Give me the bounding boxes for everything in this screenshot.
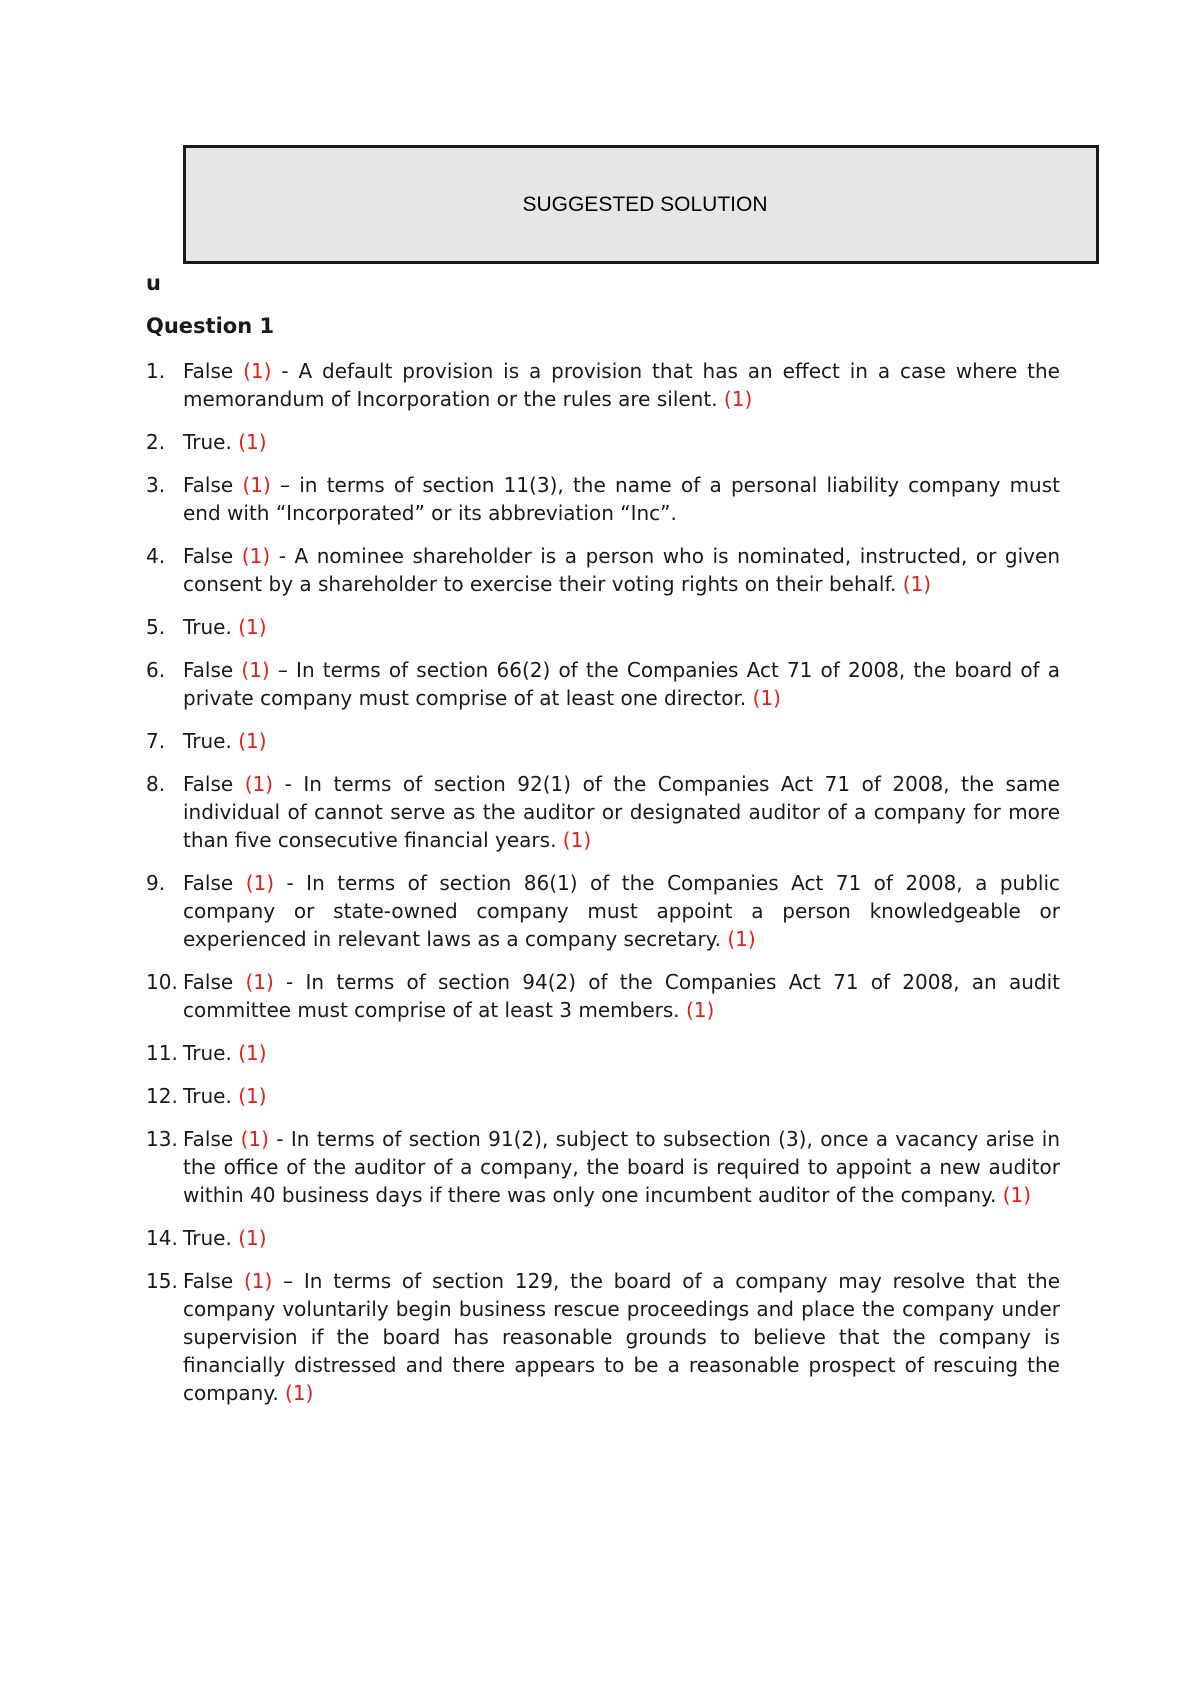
item-text — [183, 542, 1060, 598]
item-verdict: False — [183, 772, 234, 796]
list-item — [146, 727, 1060, 755]
item-text — [183, 656, 1060, 712]
item-verdict: False — [183, 970, 234, 994]
item-explanation: - In terms of section 86(1) of the Companies Act 71 of 2008, a public company or state-owned company must appoint a person knowledgeable or experienced in relevant laws as a company secretary. — [183, 871, 1061, 951]
item-text — [183, 770, 1060, 854]
list-item — [146, 613, 1060, 641]
item-verdict: False — [183, 658, 234, 682]
mark-allocation: (1) — [238, 615, 267, 639]
item-number: 1. — [146, 359, 166, 383]
title-box — [183, 145, 1099, 264]
item-verdict: False — [183, 544, 234, 568]
mark-allocation: (1) — [245, 970, 274, 994]
item-text — [183, 968, 1060, 1024]
mark-allocation: (1) — [241, 544, 271, 568]
item-verdict: True. — [183, 1226, 232, 1250]
item-number: 7. — [146, 729, 166, 753]
item-number: 5. — [146, 615, 166, 639]
item-number: 12. — [146, 1084, 178, 1108]
item-text — [183, 471, 1060, 527]
item-text — [183, 869, 1060, 953]
end-mark-allocation: (1) — [902, 572, 932, 596]
item-number: 2. — [146, 430, 166, 454]
answer-list — [146, 357, 1060, 1422]
list-item — [146, 357, 1060, 413]
item-number: 6. — [146, 658, 166, 682]
item-explanation: – In terms of section 66(2) of the Companies Act 71 of 2008, the board of a private company must comprise of at least one director. — [183, 658, 1061, 710]
item-explanation: - In terms of section 91(2), subject to subsection (3), once a vacancy arise in the office of the auditor of a company, the board is required to appoint a new auditor within 40 business days if there was only one incumbent auditor of the company. — [183, 1127, 1060, 1207]
list-item — [146, 471, 1060, 527]
item-explanation: - A default provision is a provision that has an effect in a case where the memorandum of Incorporation or the rules are silent. — [183, 359, 1060, 411]
list-item — [146, 1224, 1060, 1252]
mark-allocation: (1) — [241, 658, 270, 682]
item-number: 8. — [146, 772, 166, 796]
end-mark-allocation: (1) — [752, 686, 781, 710]
item-text — [183, 428, 1060, 456]
list-item — [146, 656, 1060, 712]
mark-allocation: (1) — [242, 473, 271, 497]
item-verdict: True. — [183, 729, 232, 753]
item-explanation: – In terms of section 129, the board of a company may resolve that the company voluntarily begin business rescue proceedings and place the company under supervision if the board has reasonable grounds to believe that the company is financially distressed and there appears to be a reasonable prospect of rescuing the company. — [183, 1269, 1061, 1405]
item-number: 9. — [146, 871, 166, 895]
item-number: 4. — [146, 544, 166, 568]
end-mark-allocation: (1) — [686, 998, 715, 1022]
item-text — [183, 1082, 1060, 1110]
item-verdict: True. — [183, 1041, 232, 1065]
item-number: 3. — [146, 473, 166, 497]
list-item — [146, 1125, 1060, 1209]
list-item — [146, 1082, 1060, 1110]
end-mark-allocation: (1) — [562, 828, 592, 852]
end-mark-allocation: (1) — [727, 927, 756, 951]
mark-allocation: (1) — [238, 1041, 267, 1065]
end-mark-allocation: (1) — [285, 1381, 314, 1405]
list-item — [146, 428, 1060, 456]
item-verdict: True. — [183, 430, 232, 454]
item-text — [183, 1039, 1060, 1067]
item-verdict: False — [183, 359, 234, 383]
item-explanation: - A nominee shareholder is a person who is nominated, instructed, or given consent by a shareholder to exercise their voting rights on their behalf. — [183, 544, 1060, 596]
item-verdict: False — [183, 1269, 234, 1293]
mark-allocation: (1) — [238, 1226, 267, 1250]
item-verdict: False — [183, 871, 234, 895]
list-item — [146, 1267, 1060, 1407]
item-text — [183, 1224, 1060, 1252]
mark-allocation: (1) — [240, 1127, 269, 1151]
mark-allocation: (1) — [245, 871, 275, 895]
item-verdict: True. — [183, 615, 232, 639]
item-verdict: False — [183, 473, 234, 497]
item-number: 15. — [146, 1269, 178, 1293]
item-explanation: - In terms of section 92(1) of the Companies Act 71 of 2008, the same individual of cannot serve as the auditor or designated auditor of a company for more than five consecutive financial years. — [183, 772, 1060, 852]
list-item — [146, 542, 1060, 598]
item-number: 13. — [146, 1127, 178, 1151]
item-verdict: True. — [183, 1084, 232, 1108]
page-title: SUGGESTED SOLUTION — [522, 192, 768, 216]
item-text — [183, 1267, 1060, 1407]
mark-allocation: (1) — [238, 729, 267, 753]
list-item — [146, 869, 1060, 953]
list-item — [146, 968, 1060, 1024]
mark-allocation: (1) — [238, 430, 267, 454]
item-verdict: False — [183, 1127, 234, 1151]
item-explanation: - In terms of section 94(2) of the Companies Act 71 of 2008, an audit committee must comprise of at least 3 members. — [183, 970, 1060, 1022]
list-item — [146, 770, 1060, 854]
item-text — [183, 1125, 1060, 1209]
item-number: 11. — [146, 1041, 178, 1065]
item-text — [183, 613, 1060, 641]
item-number: 14. — [146, 1226, 178, 1250]
end-mark-allocation: (1) — [1002, 1183, 1032, 1207]
mark-allocation: (1) — [243, 359, 272, 383]
mark-allocation: (1) — [244, 772, 274, 796]
stray-character: u — [146, 271, 161, 295]
question-heading: Question 1 — [146, 314, 275, 338]
end-mark-allocation: (1) — [723, 387, 753, 411]
item-text — [183, 727, 1060, 755]
mark-allocation: (1) — [244, 1269, 273, 1293]
item-explanation: – in terms of section 11(3), the name of a personal liability company must end with “Incorporated” or its abbreviation “Inc”. — [183, 473, 1060, 525]
item-number: 10. — [146, 970, 178, 994]
list-item — [146, 1039, 1060, 1067]
mark-allocation: (1) — [238, 1084, 267, 1108]
item-text — [183, 357, 1060, 413]
